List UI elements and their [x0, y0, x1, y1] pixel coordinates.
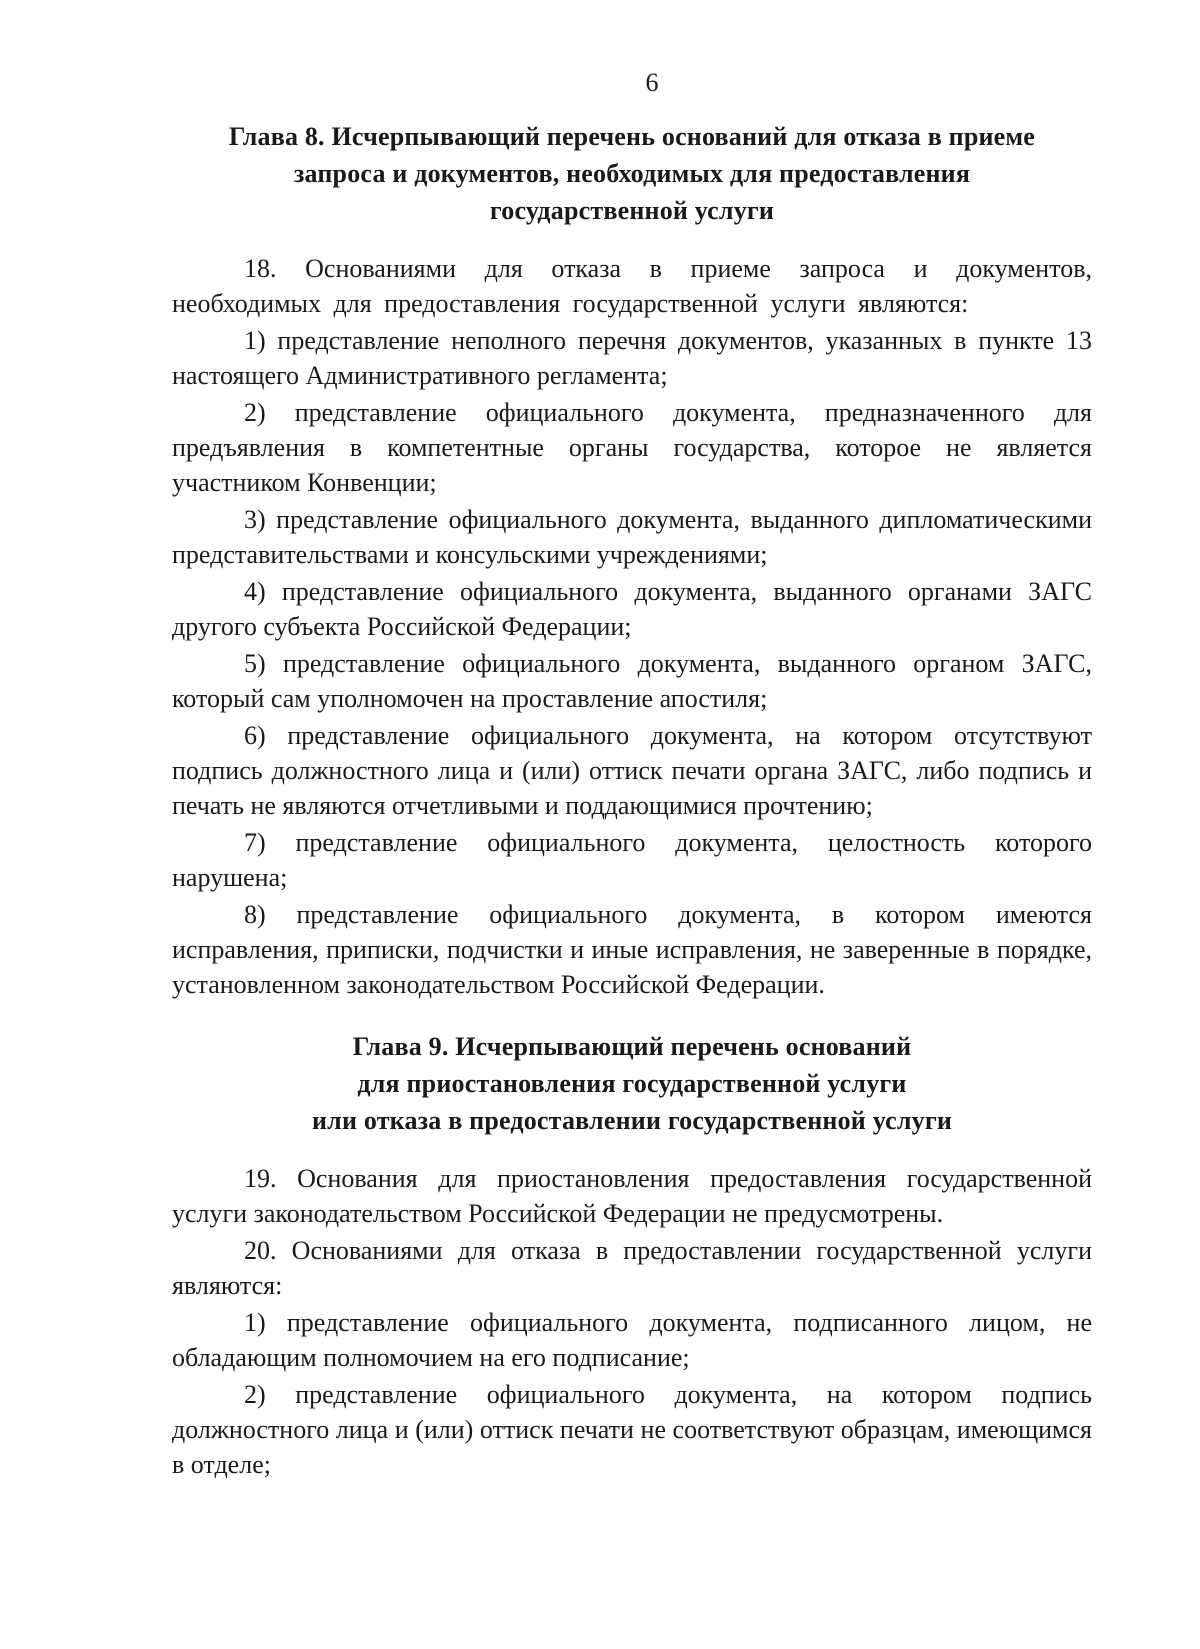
chapter-8-title [172, 118, 1092, 229]
list-item: 8) представление официального документа, в котором имеются исправления, приписки, подчистки и иные исправления, не заверенные в порядке, установленном законодательством Российской Федерации. [172, 900, 1092, 999]
list-item: 3) представление официального документа, выданного дипломатическими представительствами и консульскими учреждениями; [172, 505, 1092, 569]
chapter-9-title-line: или отказа в предоставлении государственной услуги [311, 1106, 953, 1135]
list-item: 2) представление официального документа, предназначенного для предъявления в компетентные органы государства, которое не является участником Конвенции; [172, 398, 1092, 497]
chapter-9-title-line: Глава 9. Исчерпывающий перечень оснований [352, 1032, 912, 1061]
list-item: 6) представление официального документа, на котором отсутствуют подпись должностного лица и (или) оттиск печати органа ЗАГС, либо подпись и печать не являются отчетливыми и поддающимися прочтению; [172, 721, 1092, 820]
list-item: 5) представление официального документа, выданного органом ЗАГС, который сам уполномочен на проставление апостиля; [172, 649, 1092, 713]
section-gap [172, 1004, 1092, 1028]
page-number: 6 [645, 68, 659, 97]
chapter-9-title-line: для приостановления государственной услуги [357, 1069, 907, 1098]
chapter-8-title-line: государственной услуги [489, 196, 775, 225]
chapter-9-title [172, 1028, 1092, 1139]
chapter-8-title-line: Глава 8. Исчерпывающий перечень оснований для отказа в приеме [228, 122, 1036, 151]
document-page [172, 68, 1092, 1484]
paragraph-18: 18. Основаниями для отказа в приеме запроса и документов, необходимых для предоставления государственной услуги являются: [172, 254, 1092, 318]
list-item: 2) представление официального документа, на котором подпись должностного лица и (или) оттиск печати не соответствуют образцам, имеющимся в отделе; [172, 1380, 1092, 1479]
chapter-8-body [172, 251, 1092, 1002]
list-item: 7) представление официального документа, целостность которого нарушена; [172, 828, 1092, 892]
list-item: 1) представление неполного перечня документов, указанных в пункте 13 настоящего Административного регламента; [172, 326, 1092, 390]
list-item: 1) представление официального документа, подписанного лицом, не обладающим полномочием на его подписание; [172, 1308, 1092, 1372]
list-item: 4) представление официального документа, выданного органами ЗАГС другого субъекта Российской Федерации; [172, 577, 1092, 641]
chapter-8-title-line: запроса и документов, необходимых для предоставления [293, 159, 971, 188]
chapter-9-body [172, 1161, 1092, 1482]
paragraph-19: 19. Основания для приостановления предоставления государственной услуги законодательством Российской Федерации не предусмотрены. [172, 1164, 1092, 1228]
paragraph-20: 20. Основаниями для отказа в предоставлении государственной услуги являются: [172, 1236, 1092, 1300]
